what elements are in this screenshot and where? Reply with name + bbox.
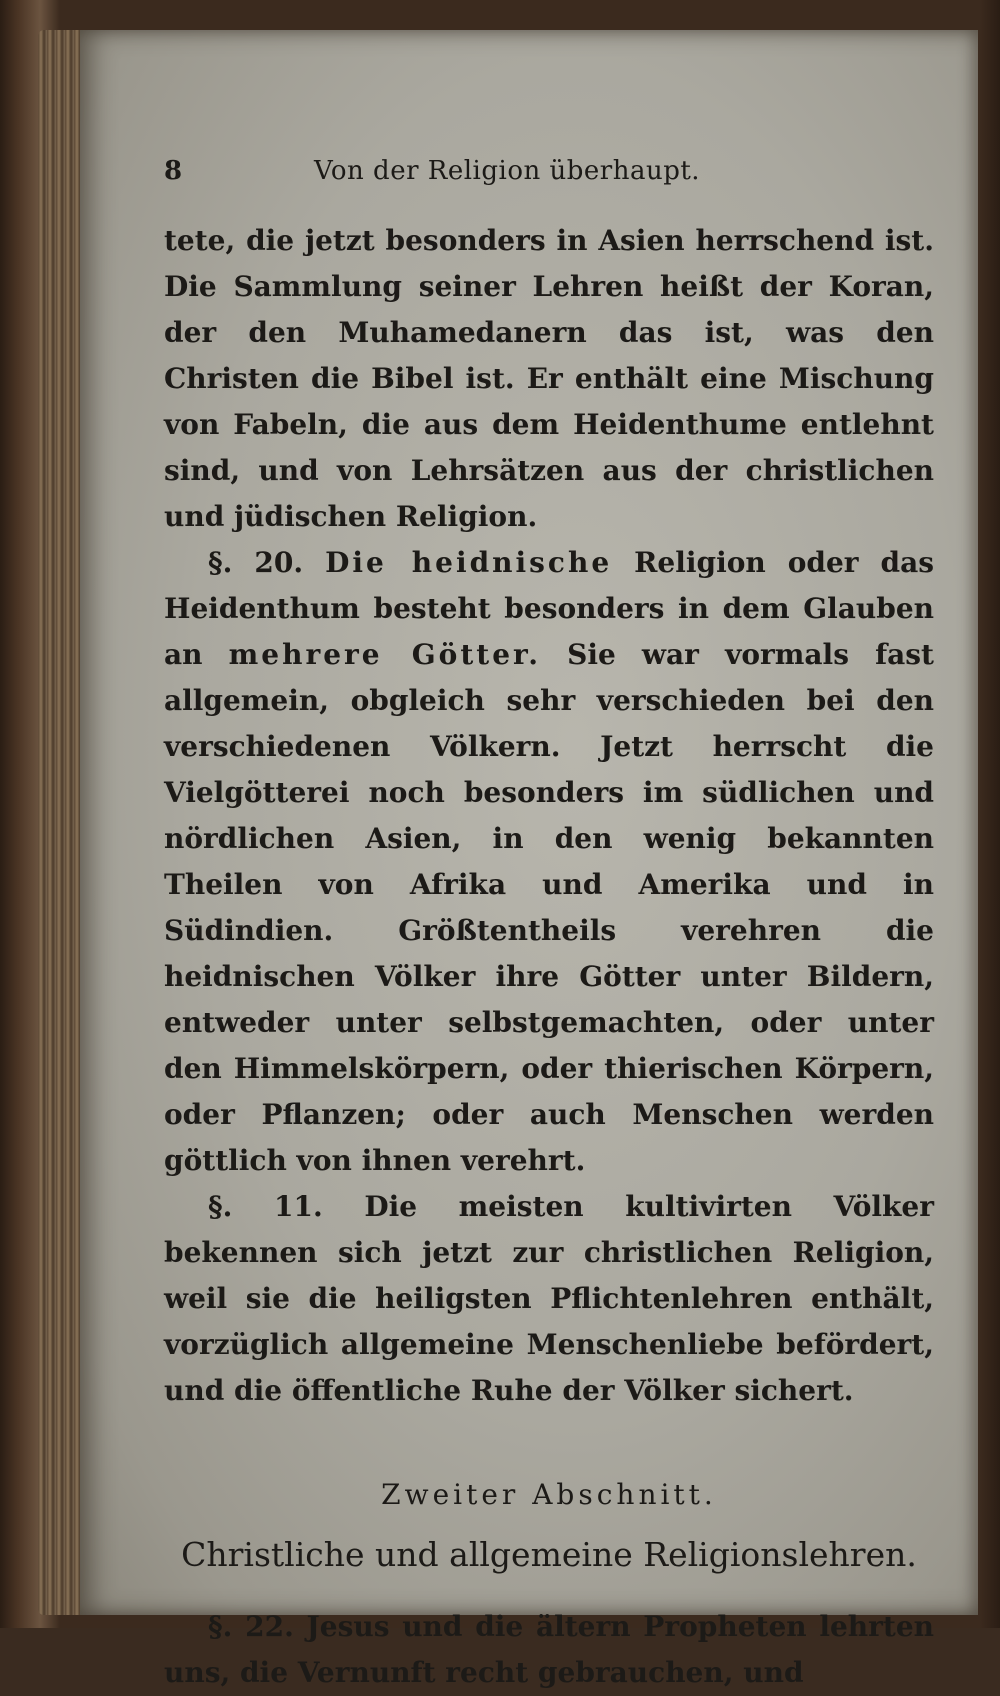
section-heading: Zweiter Abschnitt. bbox=[381, 1478, 717, 1511]
book-page bbox=[80, 30, 978, 1689]
section-number-20: §. 20. bbox=[208, 546, 304, 579]
section-title: Christliche und allgemeine Religionslehren. bbox=[181, 1535, 917, 1574]
running-head bbox=[164, 148, 934, 218]
paragraph-section-11-text: Die meisten kultivirten Völker bekennen sich jetzt zur christlichen Religion, weil sie die heiligsten Pflichtenlehren enthält, vorzüglich allgemeine Menschenliebe befördert, und die öffentliche Ruhe der Völker sichert. bbox=[164, 1190, 934, 1407]
term-heidnische: Die heidnische bbox=[325, 546, 613, 579]
page-text-block bbox=[164, 148, 934, 1696]
section-number-11: §. 11. bbox=[208, 1190, 323, 1223]
paragraph-koran: tete, die jetzt besonders in Asien herrschend ist. Die Sammlung seiner Lehren heißt der Koran, der den Muhamedanern das ist, was den Christen die Bibel ist. Er enthält eine Mischung von Fabeln, die aus dem Heidenthume entlehnt sind, und von Lehrsätzen aus der christlichen und jüdischen Religion. bbox=[164, 224, 934, 533]
term-mehrere-goetter: mehrere Götter. bbox=[228, 638, 541, 671]
paragraph-section-22 bbox=[164, 1604, 934, 1696]
section-number-22: §. 22. bbox=[208, 1610, 294, 1643]
page-number: 8 bbox=[164, 156, 183, 186]
paragraph-section-20-part-a: Religion oder das Heidenthum besteht besonders in dem Glauben an bbox=[164, 546, 934, 671]
paragraph-section-20 bbox=[164, 540, 934, 1184]
paragraph-section-20-part-b: Sie war vormals fast allgemein, obgleich sehr verschieden bei den verschiedenen Völkern. Jetzt herrscht die Vielgötterei noch besonders im südlichen und nördlichen Asien, in den wenig bekannten Theilen von Afrika und Amerika und in Südindien. Größtentheils verehren die heidnischen Völker ihre Götter unter Bildern, entweder unter selbstgemachten, oder unter den Himmelskörpern, oder thierischen Körpern, oder Pflanzen; oder auch Menschen werden göttlich von ihnen verehrt. bbox=[164, 638, 934, 1177]
paragraph-section-22-text: Jesus und die ältern Propheten lehrten uns, die Vernunft recht gebrauchen, und bbox=[164, 1610, 934, 1689]
running-head-title: Von der Religion überhaupt. bbox=[314, 156, 701, 186]
paragraph-section-11 bbox=[164, 1184, 934, 1414]
